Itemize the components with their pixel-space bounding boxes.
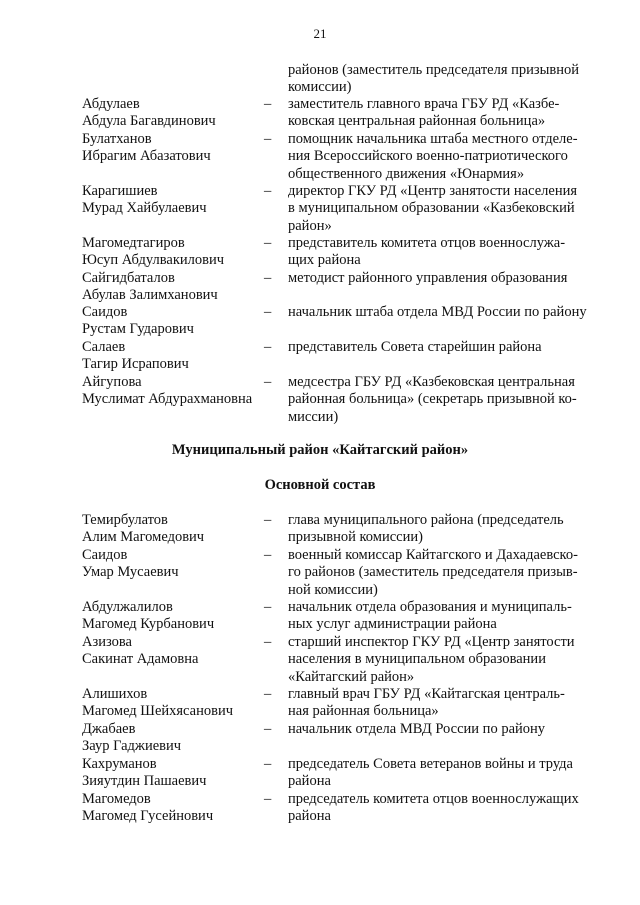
surname: Магомедов xyxy=(82,791,151,807)
given-name: Магомед Курбанович xyxy=(82,616,215,633)
description-line: ковская центральная районная больница» xyxy=(288,113,546,130)
dash-separator: – xyxy=(264,183,272,199)
composition-heading: Основной состав xyxy=(264,477,376,493)
surname: Магомедтагиров xyxy=(82,235,185,251)
entry-description xyxy=(288,270,594,287)
dash-separator: – xyxy=(264,634,272,650)
entry-description xyxy=(288,131,594,183)
member-name xyxy=(82,512,204,547)
member-name xyxy=(82,96,216,131)
description-line: старший инспектор ГКУ РД «Центр занятости xyxy=(288,634,575,650)
given-name: Магомед Гусейнович xyxy=(82,808,214,825)
member-name xyxy=(82,634,198,669)
description-line: медсестра ГБУ РД «Казбековская центральная xyxy=(288,374,575,390)
dash-separator: – xyxy=(264,599,272,615)
surname: Азизова xyxy=(82,634,132,650)
description-line: район» xyxy=(288,217,332,234)
entry-description xyxy=(288,183,594,235)
given-name: Абулав Залимханович xyxy=(82,287,218,304)
given-name: Юсуп Абдулвакилович xyxy=(82,252,225,269)
given-name: Сакинат Адамовна xyxy=(82,651,199,668)
given-name: Алим Магомедович xyxy=(82,529,205,546)
given-name: Тагир Исрапович xyxy=(82,356,189,373)
member-name xyxy=(82,721,181,756)
dash-separator: – xyxy=(264,131,272,147)
surname: Джабаев xyxy=(82,721,136,737)
given-name: Магомед Шейхясанович xyxy=(82,703,234,720)
description-line: района xyxy=(288,773,331,790)
entry-description xyxy=(288,599,594,634)
description-line: районов (заместитель председателя призывной xyxy=(288,62,580,78)
description-line: населения в муниципальном образовании xyxy=(288,651,546,668)
given-name: Умар Мусаевич xyxy=(82,564,179,581)
surname: Темирбулатов xyxy=(82,512,168,528)
entry-description xyxy=(288,721,594,738)
entry-description xyxy=(288,547,594,599)
dash-separator: – xyxy=(264,374,272,390)
description-line: председатель комитета отцов военнослужащих xyxy=(288,791,579,807)
entry-description xyxy=(288,634,594,686)
entry-description xyxy=(288,235,594,270)
entry-description xyxy=(288,304,594,321)
description-line: миссии) xyxy=(288,408,339,425)
description-line: комиссии) xyxy=(288,79,352,96)
description-line: «Кайтагский район» xyxy=(288,668,415,685)
member-name xyxy=(82,131,211,166)
description-line: помощник начальника штаба местного отделе- xyxy=(288,131,578,147)
given-name: Рустам Гударович xyxy=(82,321,194,338)
dash-separator: – xyxy=(264,512,272,528)
description-line: щих района xyxy=(288,252,361,269)
surname: Кахруманов xyxy=(82,756,157,772)
member-name xyxy=(82,270,218,305)
member-name xyxy=(82,183,207,218)
surname: Саидов xyxy=(82,304,128,320)
dash-separator: – xyxy=(264,339,272,355)
entry-description xyxy=(288,512,594,547)
member-name xyxy=(82,547,179,582)
surname: Алишихов xyxy=(82,686,148,702)
entry-description xyxy=(288,791,594,826)
member-name xyxy=(82,599,214,634)
description-line: ная районная больница» xyxy=(288,703,439,720)
description-line: директор ГКУ РД «Центр занятости населения xyxy=(288,183,578,199)
dash-separator: – xyxy=(264,96,272,112)
entry-description xyxy=(288,62,594,97)
member-name xyxy=(82,339,189,374)
given-name: Зияутдин Пашаевич xyxy=(82,773,207,790)
description-line: представитель комитета отцов военнослужа- xyxy=(288,235,566,251)
dash-separator: – xyxy=(264,721,272,737)
dash-separator: – xyxy=(264,686,272,702)
description-line: начальник отдела МВД России по району xyxy=(288,721,546,737)
page-number: 21 xyxy=(313,26,327,41)
description-line: представитель Совета старейшин района xyxy=(288,339,542,355)
surname: Саидов xyxy=(82,547,128,563)
member-name xyxy=(82,235,224,270)
dash-separator: – xyxy=(264,304,272,320)
description-line: в муниципальном образовании «Казбековский xyxy=(288,200,575,217)
member-name xyxy=(82,791,213,826)
given-name: Муслимат Абдурахмановна xyxy=(82,391,253,408)
entry-description xyxy=(288,339,594,356)
description-line: ной комиссии) xyxy=(288,581,378,598)
member-name xyxy=(82,374,252,409)
surname: Айгупова xyxy=(82,374,142,390)
district-heading: Муниципальный район «Кайтагский район» xyxy=(171,442,469,458)
dash-separator: – xyxy=(264,756,272,772)
description-line: районная больница» (секретарь призывной ко- xyxy=(288,391,577,408)
description-line: военный комиссар Кайтагского и Дахадаевско- xyxy=(288,547,578,563)
entry-description xyxy=(288,686,594,721)
description-line: района xyxy=(288,808,331,825)
description-line: го районов (заместитель председателя призыв- xyxy=(288,564,578,581)
given-name: Абдула Багавдинович xyxy=(82,113,216,130)
description-line: призывной комиссии) xyxy=(288,529,423,546)
entry-description xyxy=(288,374,594,426)
member-name xyxy=(82,686,233,721)
entry-description xyxy=(288,96,594,131)
description-line: начальник штаба отдела МВД России по району xyxy=(288,304,587,320)
surname: Карагишиев xyxy=(82,183,158,199)
given-name: Заур Гаджиевич xyxy=(82,738,182,755)
description-line: общественного движения «Юнармия» xyxy=(288,165,525,182)
surname: Булатханов xyxy=(82,131,152,147)
entry-description xyxy=(288,756,594,791)
member-name xyxy=(82,304,194,339)
description-line: глава муниципального района (председатель xyxy=(288,512,564,528)
description-line: ния Всероссийского военно-патриотического xyxy=(288,148,568,165)
dash-separator: – xyxy=(264,547,272,563)
given-name: Мурад Хайбулаевич xyxy=(82,200,207,217)
description-line: заместитель главного врача ГБУ РД «Казбе- xyxy=(288,96,560,112)
surname: Салаев xyxy=(82,339,126,355)
dash-separator: – xyxy=(264,235,272,251)
description-line: ных услуг администрации района xyxy=(288,616,497,633)
given-name: Ибрагим Абазатович xyxy=(82,148,211,165)
description-line: методист районного управления образования xyxy=(288,270,568,286)
member-name xyxy=(82,756,206,791)
surname: Сайгидбаталов xyxy=(82,270,175,286)
description-line: главный врач ГБУ РД «Кайтагская централь- xyxy=(288,686,565,702)
surname: Абдулаев xyxy=(82,96,140,112)
description-line: председатель Совета ветеранов войны и труда xyxy=(288,756,573,772)
surname: Абдулжалилов xyxy=(82,599,173,615)
description-line: начальник отдела образования и муниципаль- xyxy=(288,599,572,615)
dash-separator: – xyxy=(264,270,272,286)
dash-separator: – xyxy=(264,791,272,807)
